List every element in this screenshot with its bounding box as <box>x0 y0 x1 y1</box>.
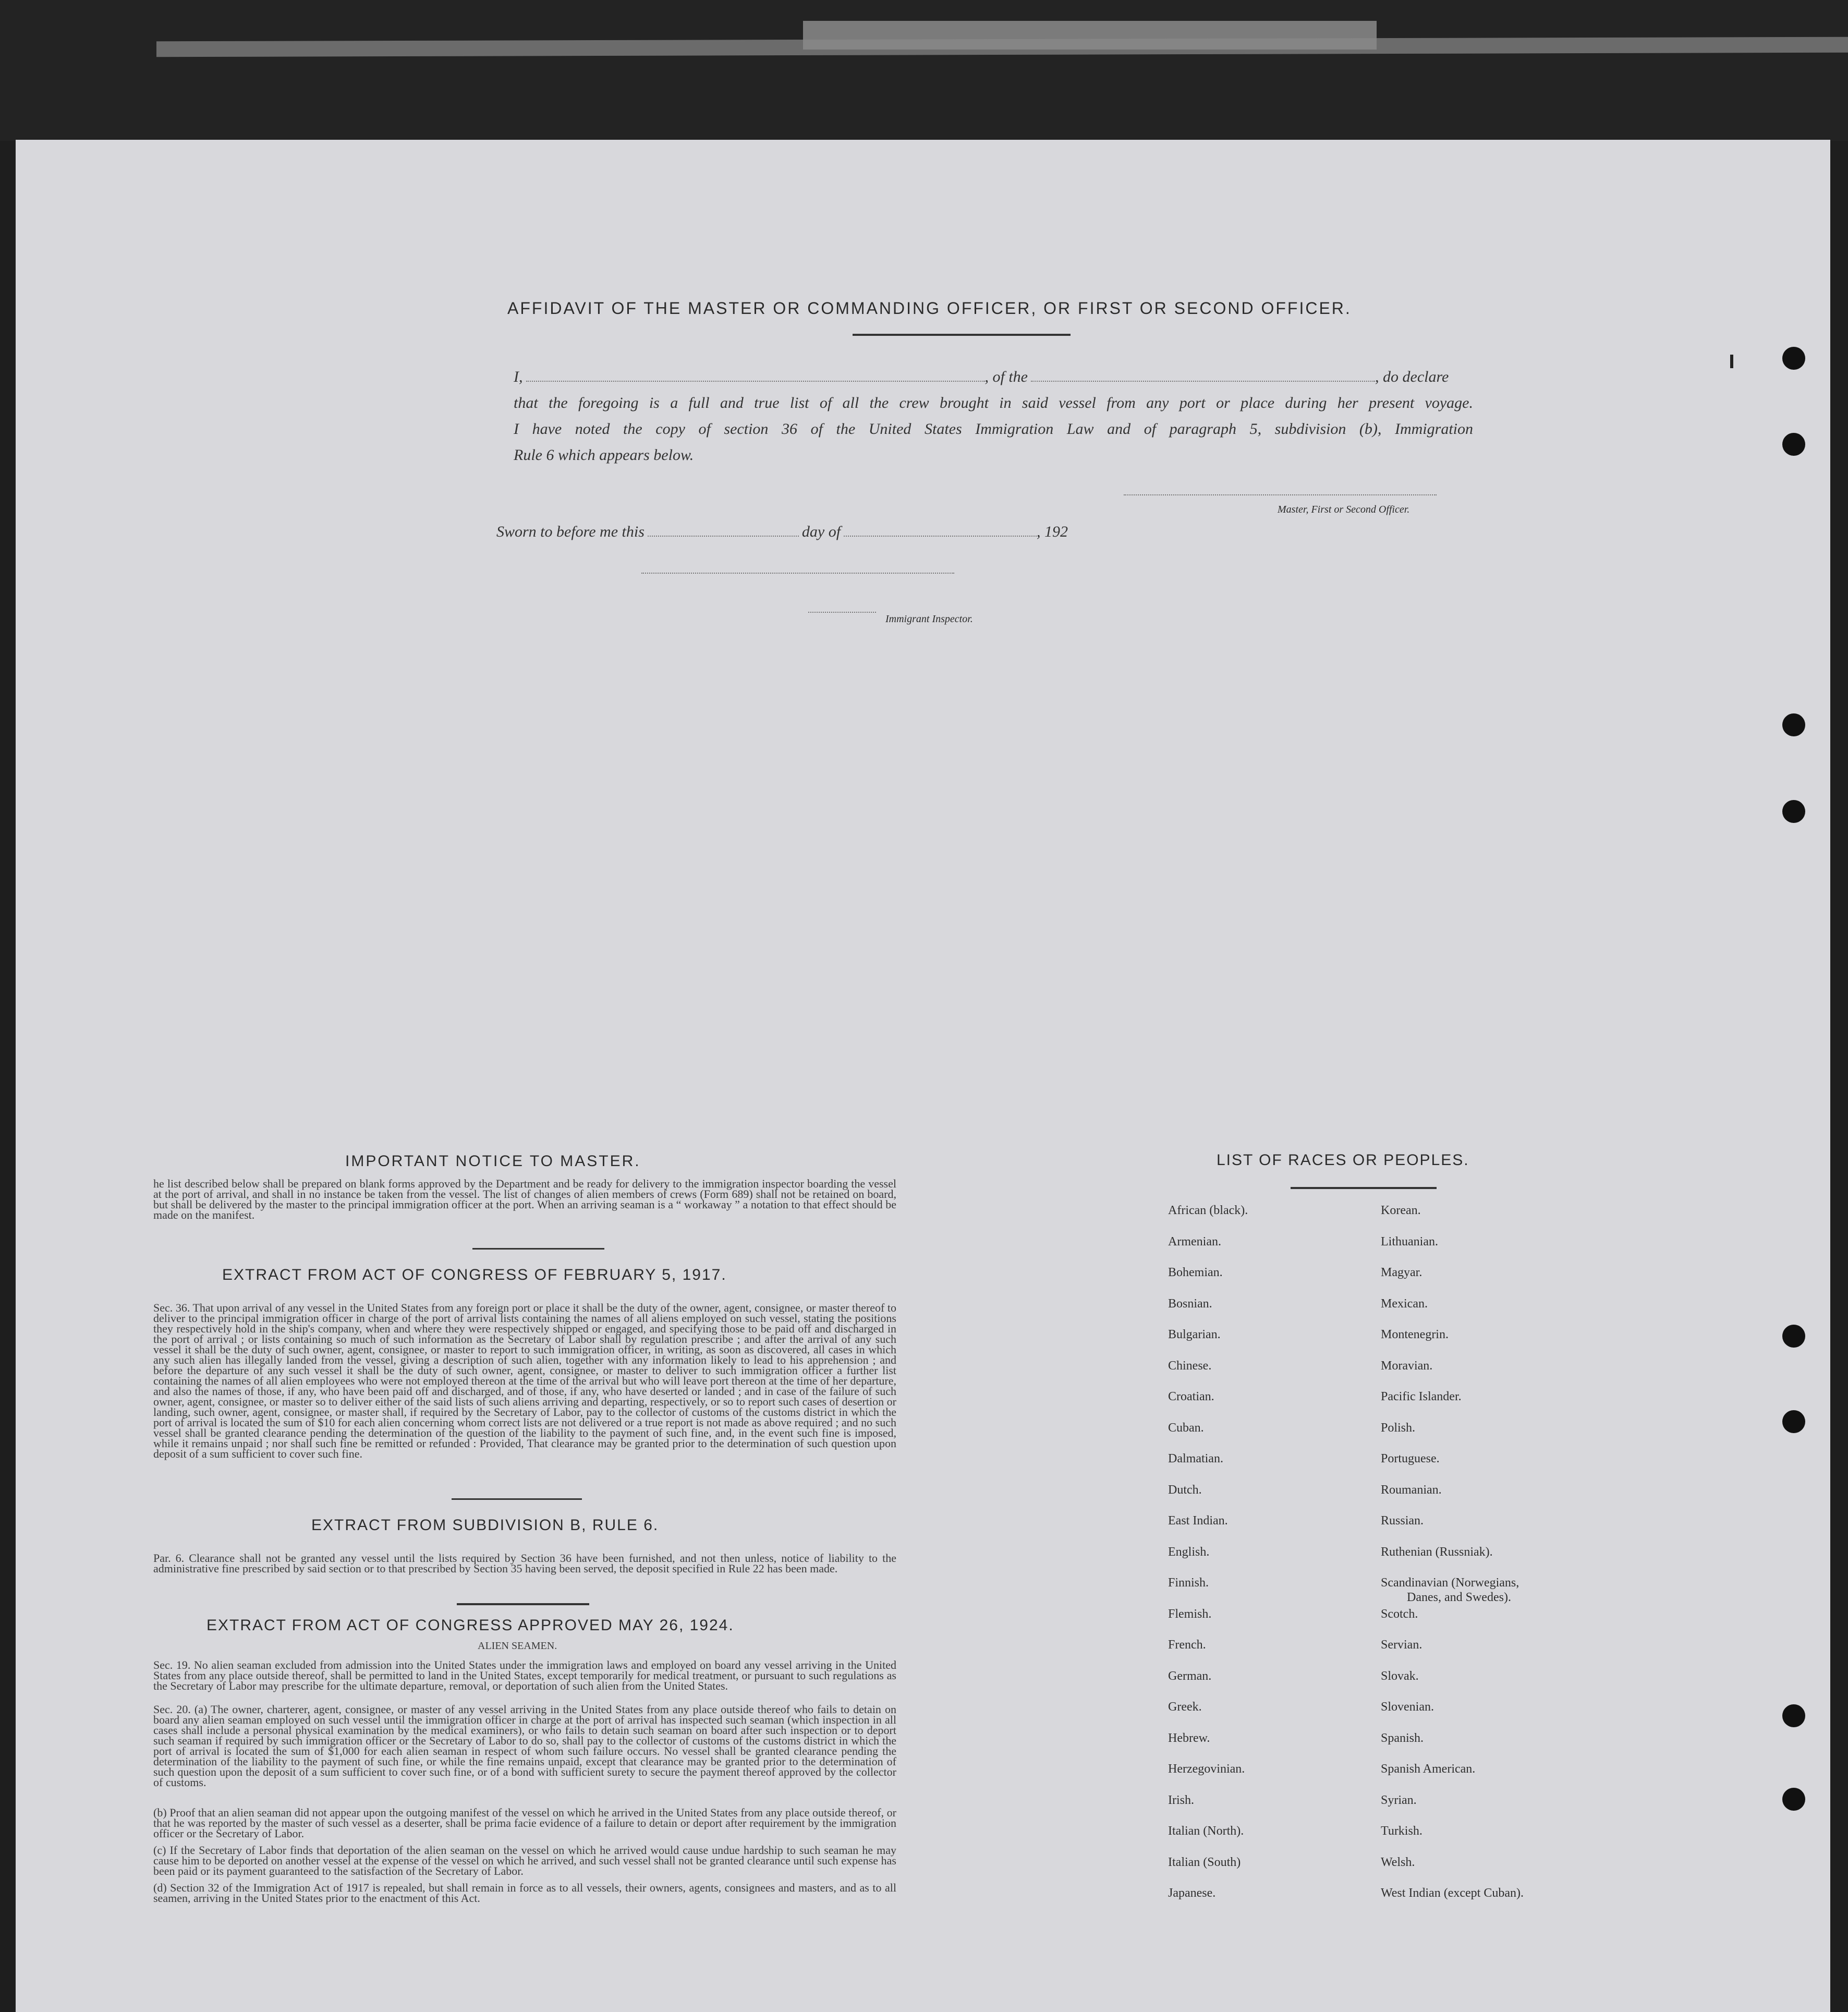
race-item: Greek. <box>1168 1700 1202 1714</box>
race-item: Portuguese. <box>1381 1452 1440 1465</box>
race-item: Herzegovinian. <box>1168 1762 1245 1776</box>
affidavit-do-declare: , do declare <box>1375 368 1449 385</box>
race-item: Welsh. <box>1381 1855 1415 1869</box>
binder-hole-icon <box>1782 347 1805 370</box>
races-title: LIST OF RACES OR PEOPLES. <box>1217 1152 1469 1169</box>
race-item: Bulgarian. <box>1168 1328 1221 1341</box>
extract-1924-sec20d: (d) Section 32 of the Immigration Act of 1917 is repealed, but shall remain in force as to all vessels, their owners, agents, consignees and masters, and as to all seamen, arriving in the United States prior to the enactment of this Act. <box>153 1881 896 1905</box>
race-item: Croatian. <box>1168 1390 1214 1403</box>
race-item: Spanish American. <box>1381 1762 1476 1776</box>
binder-hole-icon <box>1782 1704 1805 1727</box>
year-text: , 192 <box>1037 523 1068 540</box>
race-item: Moravian. <box>1381 1359 1433 1373</box>
binder-hole-icon <box>1782 1325 1805 1348</box>
affidavit-of-the: , of the <box>984 368 1028 385</box>
race-item: Chinese. <box>1168 1359 1212 1373</box>
extract-1924-title: EXTRACT FROM ACT OF CONGRESS APPROVED MAY 26, 1924. <box>206 1617 734 1634</box>
race-item: Korean. <box>1381 1204 1421 1217</box>
race-item: Servian. <box>1381 1638 1423 1652</box>
race-item: Japanese. <box>1168 1886 1216 1900</box>
race-item: Dutch. <box>1168 1483 1202 1497</box>
notice-title: IMPORTANT NOTICE TO MASTER. <box>345 1153 641 1170</box>
divider <box>853 334 1071 336</box>
name-blank[interactable] <box>526 381 985 382</box>
race-item: Flemish. <box>1168 1607 1212 1621</box>
race-item: Russian. <box>1381 1514 1424 1528</box>
race-item: Danes, and Swedes). <box>1407 1591 1511 1604</box>
affidavit-title: AFFIDAVIT OF THE MASTER OR COMMANDING OFFICER, OR FIRST OR SECOND OFFICER. <box>507 299 1352 318</box>
race-item: Italian (South) <box>1168 1855 1241 1869</box>
divider <box>1291 1187 1437 1189</box>
race-item: West Indian (except Cuban). <box>1381 1886 1524 1900</box>
binder-hole-icon <box>1782 713 1805 736</box>
document-page <box>16 140 1830 2012</box>
month-blank[interactable] <box>844 536 1037 537</box>
vessel-blank[interactable] <box>1031 381 1375 382</box>
race-item: English. <box>1168 1545 1210 1559</box>
binder-hole-icon <box>1782 1788 1805 1811</box>
divider <box>457 1603 589 1605</box>
race-item: Slovak. <box>1381 1669 1419 1683</box>
extract-1924-sec20b: (b) Proof that an alien seaman did not appear upon the outgoing manifest of the vessel on which he arrived in the United States from any place outside thereof, or that he was reported by the master of such vessel as a deserter, shall be prima facie evidence of a failure to detain or deport after requirement by the immigration officer or the Secretary of Labor. <box>153 1806 896 1840</box>
race-item: East Indian. <box>1168 1514 1228 1528</box>
race-item: Scandinavian (Norwegians, <box>1381 1576 1519 1590</box>
divider <box>472 1248 604 1250</box>
race-item: French. <box>1168 1638 1206 1652</box>
race-item: Ruthenian (Russniak). <box>1381 1545 1493 1559</box>
binder-hole-icon <box>1782 800 1805 823</box>
extract-1924-subtitle: ALIEN SEAMEN. <box>478 1640 557 1652</box>
race-item: Turkish. <box>1381 1824 1423 1838</box>
affidavit-line-3: I have noted the copy of section 36 of the United States Immigration Law and of paragraph 5, subdivision (b), Immigration <box>514 420 1473 438</box>
notice-body: he list described below shall be prepared on blank forms approved by the Department and be ready for delivery to the immigration inspector boarding the vessel at the port of arrival, and shall in no instance be taken from the vessel. The list of changes of alien members of crews (Form 689) shall not be retained on board, but shall be delivered by the master to the principal immigration officer at the port. When an arriving seaman is a “ workaway ” a notation to that effect should be made on the manifest. <box>153 1177 896 1221</box>
page-mark <box>1730 355 1733 368</box>
race-item: Roumanian. <box>1381 1483 1442 1497</box>
affidavit-line-2: that the foregoing is a full and true list of all the crew brought in said vessel from any port or place during her present voyage. <box>514 394 1473 411</box>
race-item: Magyar. <box>1381 1266 1423 1279</box>
binder-hole-icon <box>1782 433 1805 456</box>
race-item: Montenegrin. <box>1381 1328 1449 1341</box>
race-item: Armenian. <box>1168 1234 1221 1249</box>
race-item: Lithuanian. <box>1381 1234 1438 1249</box>
binder-hole-icon <box>1782 1410 1805 1433</box>
race-item: German. <box>1168 1669 1212 1683</box>
extract-1924-sec19: Sec. 19. No alien seaman excluded from admission into the United States under the immigration laws and employed on board any vessel arriving in the United States from any place outside thereof, shall be permitted to land in the United States, except temporarily for medical treatment, or pursuant to such regulations as the Secretary of Labor may prescribe for the ultimate departure, removal, or deportation of such alien from the United States. <box>153 1658 896 1692</box>
race-item: African (black). <box>1168 1204 1248 1217</box>
extract-rule6-title: EXTRACT FROM SUBDIVISION B, RULE 6. <box>311 1517 659 1534</box>
master-signature-line[interactable] <box>1124 494 1437 495</box>
race-item: Italian (North). <box>1168 1824 1244 1838</box>
race-item: Dalmatian. <box>1168 1452 1223 1465</box>
race-item: Scotch. <box>1381 1607 1418 1621</box>
extract-1917-body: Sec. 36. That upon arrival of any vessel in the United States from any foreign port or place it shall be the duty of the owner, agent, consignee, or master thereof to deliver to the principal immigration officer in charge of the port of arrival lists containing the names of all aliens employed on such vessel, stating the positions they respectively hold in the ship's company, when and where they were respectively shipped or engaged, and specifying those to be paid off and discharged in the port of arrival ; or lists containing so much of such information as the Secretary of Labor shall by regulation prescribe ; and after the arrival of any such vessel it shall be the duty of such owner, agent, consignee, or master to report to such immigration officer, in writing, as soon as discovered, all cases in which any such alien has illegally landed from the vessel, giving a description of such alien, together with any information likely to lead to his apprehension ; and before the departure of any such vessel it shall be the duty of such owner, agent, consignee, or master to deliver to such immigration officer a further list containing the names of all alien employees who were not employed thereon at the time of the arrival but who will leave port thereon at the time of her departure, and also the names of those, if any, who have been paid off and discharged, and of those, if any, who have deserted or landed ; and in case of the failure of such owner, agent, consignee, or master so to deliver either of the said lists of such aliens arriving and departing, respectively, or so to report such cases of desertion or landing, such owner, agent, consignee, or master shall, if required by the Secretary of Labor, pay to the collector of customs of the customs district in which the port of arrival is located the sum of $10 for each alien concerning whom correct lists are not delivered or a true report is not made as above required ; and no such vessel shall be granted clearance pending the determination of the question of the liability to the payment of such fine, and, in the event such fine is imposed, while it remains unpaid ; nor shall such fine be remitted or refunded : Provided, That clearance may be granted prior to the determination of such question upon deposit of a sum sufficient to cover such fine. <box>153 1301 896 1460</box>
inspector-label: Immigrant Inspector. <box>885 613 973 625</box>
race-item: Syrian. <box>1381 1793 1417 1807</box>
race-item: Bohemian. <box>1168 1266 1223 1279</box>
day-of-text: day of <box>801 523 841 540</box>
extract-1917-title: EXTRACT FROM ACT OF CONGRESS OF FEBRUARY 5, 1917. <box>222 1266 727 1283</box>
race-item: Pacific Islander. <box>1381 1390 1462 1403</box>
race-item: Mexican. <box>1381 1296 1428 1311</box>
affidavit-line-4: Rule 6 which appears below. <box>514 446 694 464</box>
affidavit-body <box>514 364 1473 468</box>
extract-1924-sec20a: Sec. 20. (a) The owner, charterer, agent, consignee, or master of any vessel arriving in the United States from any place outside thereof who fails to detain on board any alien seaman employed on such vessel until the immigration officer in charge at the port of arrival has inspected such seaman (which inspection in all cases shall include a personal physical examination by the medical examiners), or who fails to detain such seaman on board after such inspection or to deport such seaman if required by such immigration officer or the Secretary of Labor to do so, shall pay to the collector of customs of the customs district in which the port of arrival is located the sum of $1,000 for each alien seaman in respect of whom such failure occurs. No vessel shall be granted clearance pending the determination of the liability to the payment of such fine, or while the fine remains unpaid, except that clearance may be granted prior to the determination of such question upon the deposit of a sum sufficient to cover such fine, or of a bond with sufficient surety to secure the payment thereof approved by the collector of customs. <box>153 1703 896 1789</box>
day-blank[interactable] <box>648 536 799 537</box>
race-item: Hebrew. <box>1168 1731 1210 1745</box>
race-item: Irish. <box>1168 1793 1194 1807</box>
affidavit-i: I, <box>514 368 523 385</box>
affidavit-line-1 <box>514 364 1473 390</box>
race-item: Spanish. <box>1381 1731 1424 1745</box>
inspector-signature-line[interactable] <box>808 612 876 613</box>
inspector-signature-line[interactable] <box>641 573 954 574</box>
race-item: Bosnian. <box>1168 1296 1212 1311</box>
race-item: Slovenian. <box>1381 1700 1434 1714</box>
extract-1924-sec20c: (c) If the Secretary of Labor finds that deportation of the alien seaman on the vessel on which he arrived would cause undue hardship to such seaman he may cause him to be deported on another vessel at the expense of the vessel on which he arrived, and such vessel shall not be granted clearance until such expense has been paid or its payment guaranteed to the satisfaction of the Secretary of Labor. <box>153 1844 896 1877</box>
master-label: Master, First or Second Officer. <box>1278 504 1410 515</box>
sworn-line <box>496 523 1068 541</box>
divider <box>452 1498 582 1500</box>
race-item: Cuban. <box>1168 1421 1204 1435</box>
race-item: Finnish. <box>1168 1576 1209 1590</box>
race-item: Polish. <box>1381 1421 1416 1435</box>
sworn-text: Sworn to before me this <box>496 523 645 540</box>
extract-rule6-body: Par. 6. Clearance shall not be granted any vessel until the lists required by Section 36 have been furnished, and not then unless, notice of liability to the administrative fine prescribed by said section or to that prescribed by Section 35 having been served, the deposit specified in Rule 22 has been made. <box>153 1552 896 1575</box>
